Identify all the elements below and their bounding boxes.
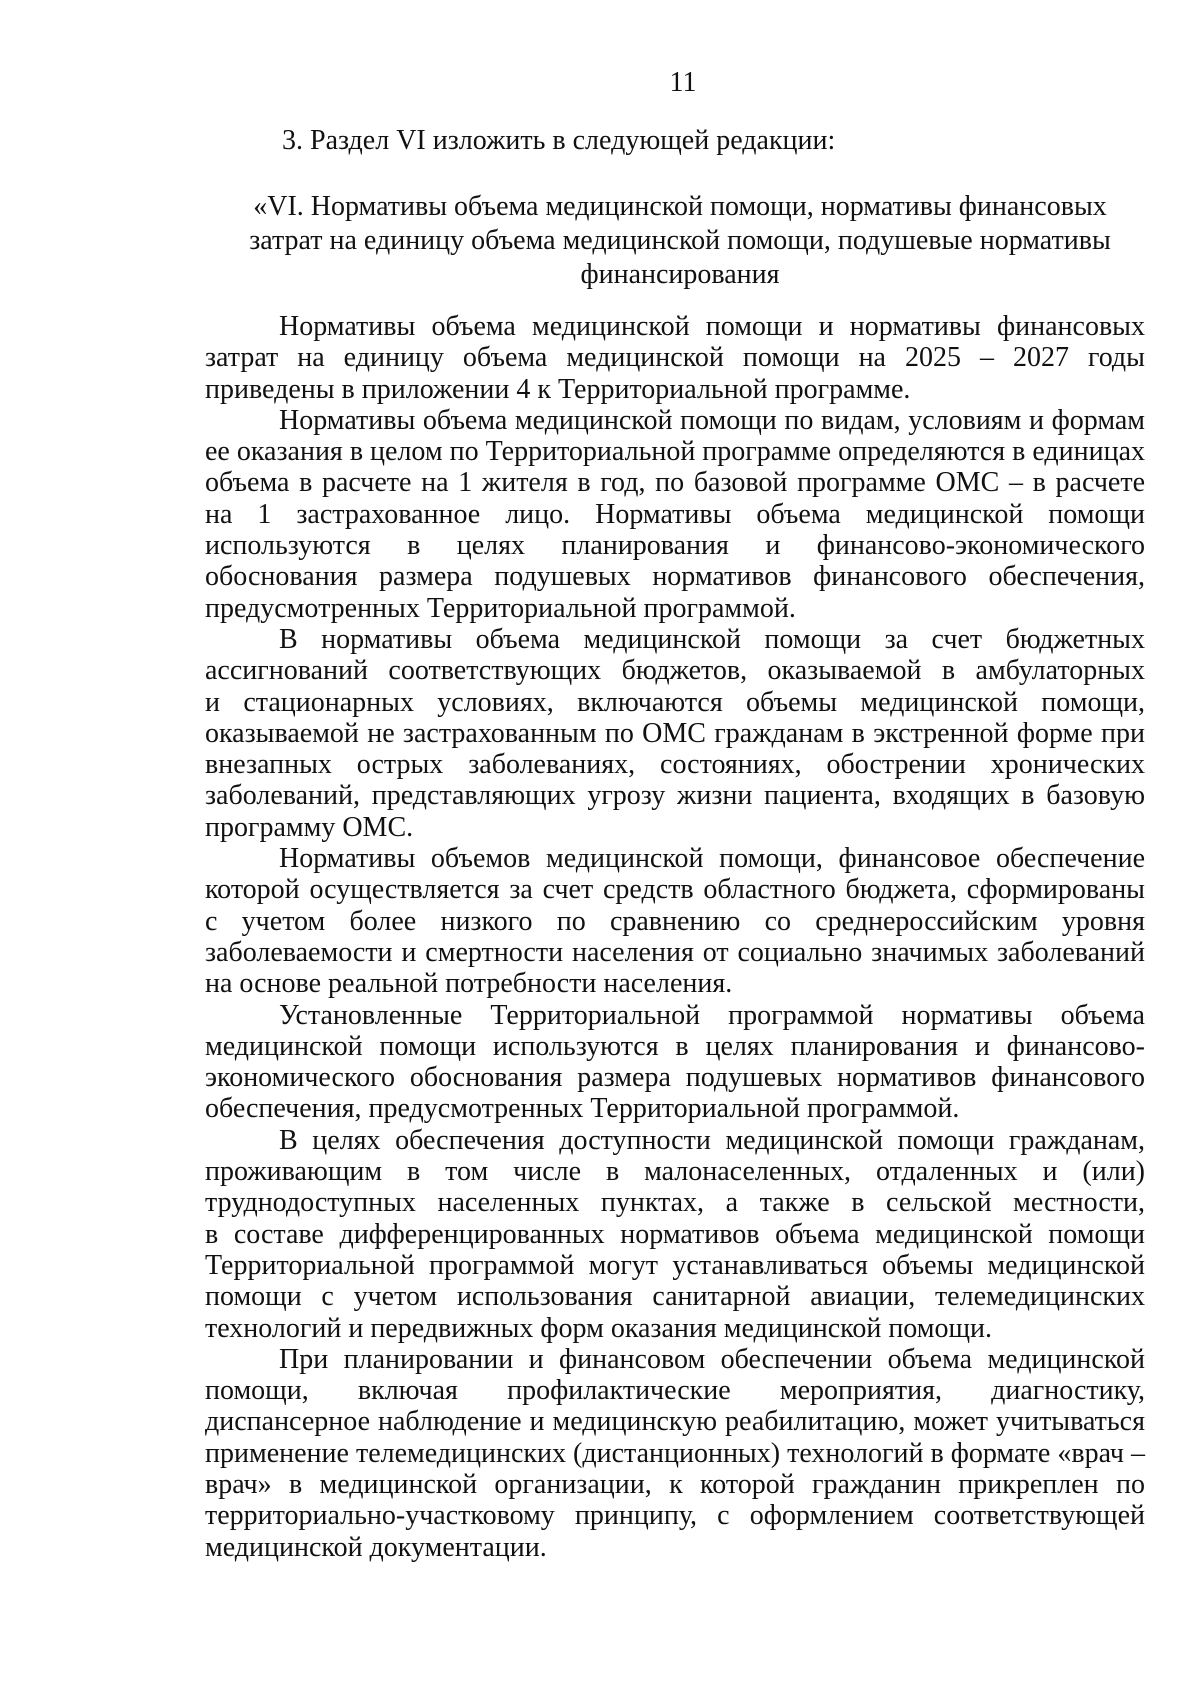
body-paragraph	[205, 1000, 1145, 1125]
paragraph-line: Установленные Территориальной программой нормативы объема	[279, 999, 1145, 1031]
paragraph-line: врач» в медицинской организации, к которой гражданин прикреплен по	[205, 1468, 1145, 1500]
paragraph-line: проживающим в том числе в малонаселенных, отдаленных и (или)	[205, 1156, 1145, 1188]
paragraph-line: медицинской помощи используются в целях планирования и финансово-	[205, 1030, 1145, 1062]
body-paragraph	[205, 1344, 1145, 1563]
paragraph-line: медицинской документации.	[205, 1531, 547, 1563]
section-heading-line: затрат на единицу объема медицинской помощи, подушевые нормативы	[249, 225, 1111, 256]
paragraph-line: приведены в приложении 4 к Территориальной программе.	[205, 373, 911, 405]
paragraph-line: программу ОМС.	[205, 811, 414, 843]
amendment-intro: 3. Раздел VI изложить в следующей редакции:	[282, 125, 836, 156]
paragraph-line: обеспечения, предусмотренных Территориальной программой.	[205, 1093, 960, 1125]
section-heading-line: «VI. Нормативы объема медицинской помощи, нормативы финансовых	[253, 191, 1107, 222]
paragraph-line: используются в целях планирования и финансово-экономического	[205, 530, 1145, 562]
paragraph-line: и стационарных условиях, включаются объемы медицинской помощи,	[205, 686, 1145, 718]
document-body	[205, 311, 1145, 1563]
paragraph-line: Нормативы объема медицинской помощи по видам, условиям и формам	[279, 404, 1145, 436]
paragraph-line: труднодоступных населенных пунктах, а также в сельской местности,	[205, 1187, 1145, 1219]
paragraph-line: Нормативы объема медицинской помощи и нормативы финансовых	[279, 311, 1145, 342]
paragraph-line: При планировании и финансовом обеспечении объема медицинской	[279, 1343, 1145, 1375]
body-paragraph	[205, 1125, 1145, 1344]
paragraph-line: которой осуществляется за счет средств областного бюджета, сформированы	[205, 874, 1145, 906]
body-paragraph	[205, 311, 1145, 405]
paragraph-line: заболеваний, представляющих угрозу жизни пациента, входящих в базовую	[205, 780, 1145, 812]
paragraph-line: оказываемой не застрахованным по ОМС гражданам в экстренной форме при	[205, 717, 1145, 749]
paragraph-line: помощи, включая профилактические мероприятия, диагностику,	[205, 1375, 1145, 1407]
body-paragraph	[205, 405, 1145, 624]
paragraph-line: в составе дифференцированных нормативов объема медицинской помощи	[205, 1218, 1145, 1250]
paragraph-line: экономического обоснования размера подушевых нормативов финансового	[205, 1062, 1145, 1094]
body-paragraph	[205, 624, 1145, 843]
paragraph-line: технологий и передвижных форм оказания медицинской помощи.	[205, 1312, 993, 1344]
section-heading-line: финансирования	[580, 259, 780, 290]
body-paragraph	[205, 843, 1145, 999]
paragraph-line: на основе реальной потребности населения.	[205, 968, 733, 1000]
paragraph-line: объема в расчете на 1 жителя в год, по базовой программе ОМС – в расчете	[205, 467, 1145, 499]
paragraph-line: помощи с учетом использования санитарной авиации, телемедицинских	[205, 1281, 1145, 1313]
section-heading	[205, 190, 1155, 292]
paragraph-line: В целях обеспечения доступности медицинской помощи гражданам,	[279, 1124, 1145, 1156]
paragraph-line: заболеваемости и смертности населения от социально значимых заболеваний	[205, 936, 1145, 968]
paragraph-line: диспансерное наблюдение и медицинскую реабилитацию, может учитываться	[205, 1406, 1145, 1438]
paragraph-line: предусмотренных Территориальной программой.	[205, 592, 796, 624]
paragraph-line: ассигнований соответствующих бюджетов, оказываемой в амбулаторных	[205, 655, 1145, 687]
paragraph-line: территориально-участковому принципу, с оформлением соответствующей	[205, 1500, 1145, 1532]
paragraph-line: Территориальной программой могут устанавливаться объемы медицинской	[205, 1249, 1145, 1281]
paragraph-line: внезапных острых заболеваниях, состояниях, обострении хронических	[205, 749, 1145, 781]
page-number: 11	[669, 67, 697, 98]
paragraph-line: В нормативы объема медицинской помощи за счет бюджетных	[279, 623, 1145, 655]
paragraph-line: затрат на единицу объема медицинской помощи на 2025 – 2027 годы	[205, 342, 1145, 374]
paragraph-line: на 1 застрахованное лицо. Нормативы объема медицинской помощи	[205, 498, 1145, 530]
paragraph-line: Нормативы объемов медицинской помощи, финансовое обеспечение	[279, 843, 1145, 875]
paragraph-line: с учетом более низкого по сравнению со среднероссийским уровня	[205, 905, 1145, 937]
paragraph-line: обоснования размера подушевых нормативов финансового обеспечения,	[205, 561, 1145, 593]
paragraph-line: применение телемедицинских (дистанционных) технологий в формате «врач –	[205, 1437, 1145, 1469]
paragraph-line: ее оказания в целом по Территориальной программе определяются в единицах	[205, 436, 1145, 468]
